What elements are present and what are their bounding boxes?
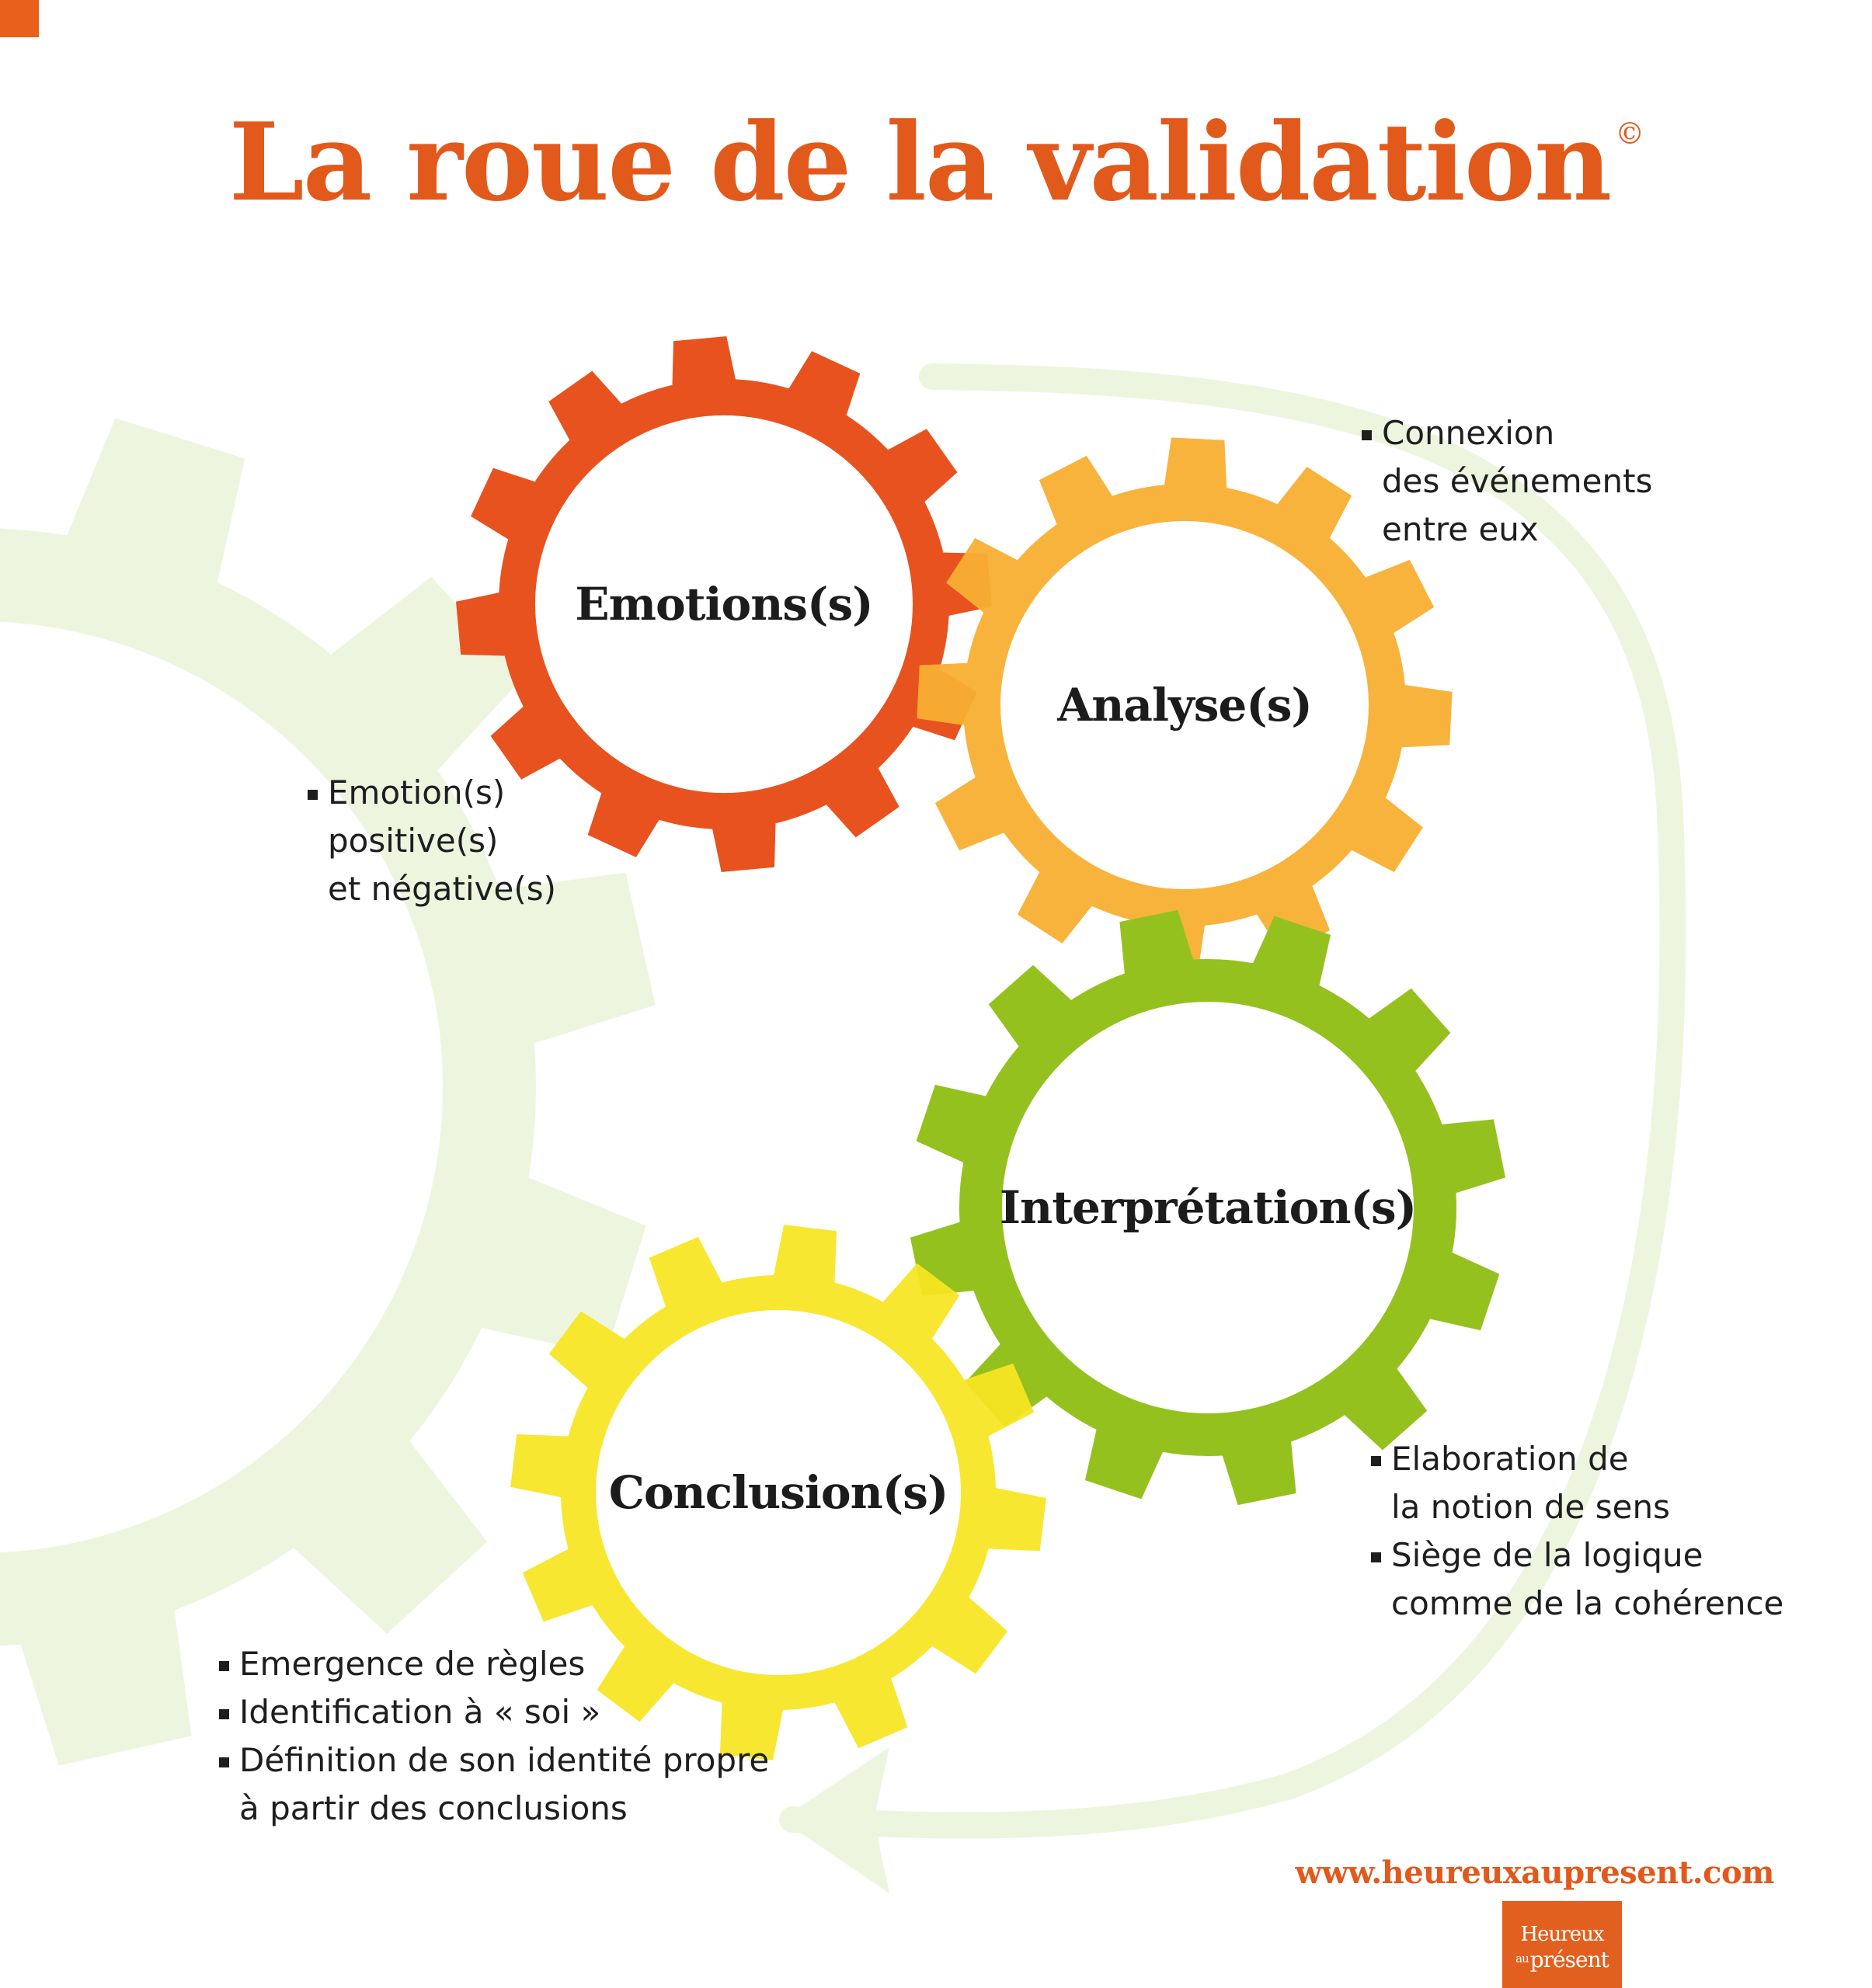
gear-label-interpretation: Interprétation(s) [999, 1181, 1417, 1234]
notes-emotions [308, 769, 556, 913]
gear-layer [456, 336, 1505, 1760]
list-item [219, 1640, 769, 1688]
gear-label-conclusion: Conclusion(s) [608, 1466, 948, 1519]
gear-label-emotions: Emotions(s) [575, 578, 873, 631]
website-link[interactable]: www.heureuxaupresent.com [1295, 1854, 1774, 1891]
logo-line1: Heureux [1520, 1923, 1604, 1946]
note-text: Siège de la logique comme de la cohérence [1391, 1536, 1784, 1622]
note-text: Connexion des événements entre eux [1382, 414, 1653, 548]
title-text: La roue de la validation [228, 99, 1611, 225]
notes-analyse [1362, 409, 1652, 554]
list-item [308, 769, 556, 913]
list-item [1371, 1435, 1783, 1531]
copyright-mark: © [1615, 116, 1644, 151]
logo-line2-small: au [1515, 1952, 1529, 1965]
corner-mark [0, 0, 39, 37]
note-text: Emotion(s) positive(s) et négative(s) [328, 773, 556, 908]
brand-logo [1502, 1901, 1622, 1988]
logo-line2 [1502, 1949, 1622, 1971]
logo-line2-text: présent [1529, 1947, 1609, 1972]
list-item [1371, 1531, 1783, 1628]
list-item [1362, 409, 1652, 554]
note-text: Elaboration de la notion de sens [1391, 1440, 1670, 1526]
gear-label-analyse: Analyse(s) [1057, 679, 1312, 732]
notes-interpretation [1371, 1435, 1783, 1628]
notes-conclusion [219, 1640, 769, 1833]
note-text: Identification à « soi » [239, 1693, 601, 1731]
page-title [0, 99, 1872, 225]
list-item [219, 1736, 769, 1833]
cycle-arrow-head [781, 1747, 889, 1893]
list-item [219, 1688, 769, 1736]
note-text: Emergence de règles [239, 1645, 586, 1683]
note-text: Définition de son identité propre à partir des conclusions [239, 1741, 770, 1827]
